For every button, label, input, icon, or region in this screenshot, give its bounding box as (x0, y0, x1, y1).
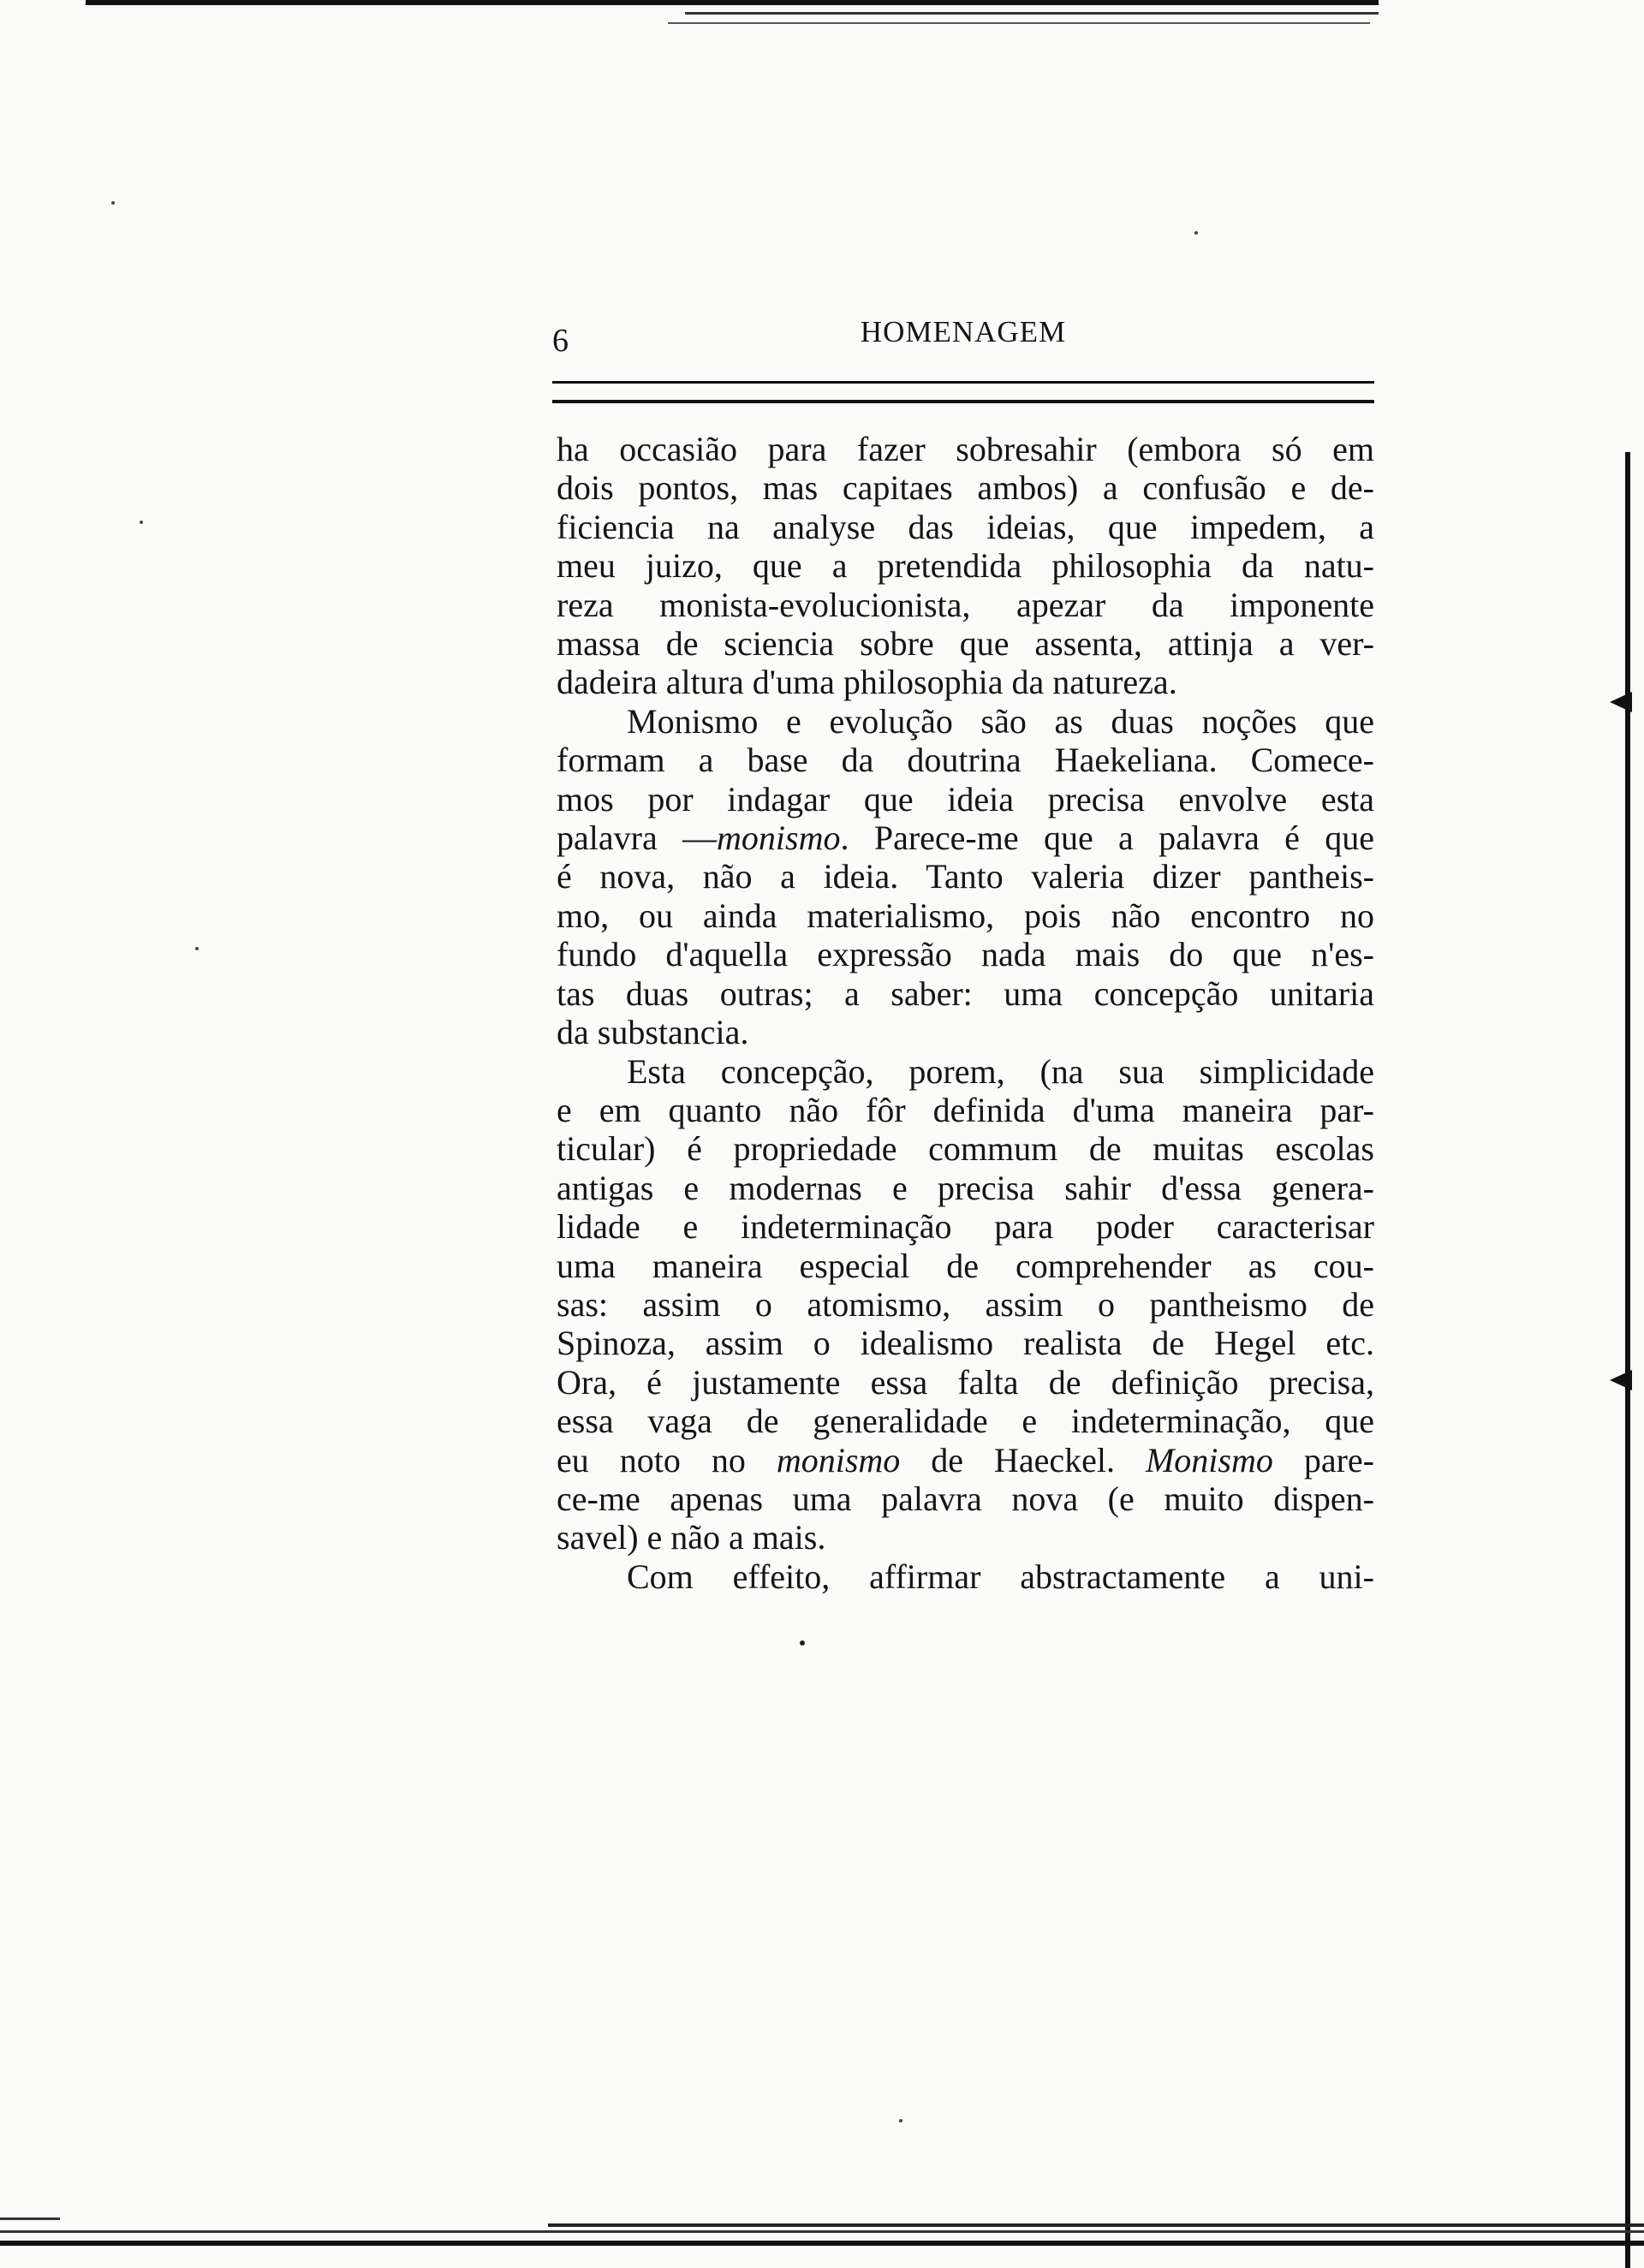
text-line: ha occasião para fazer sobresahir (embora só em (557, 430, 1374, 468)
scan-speck (111, 201, 115, 205)
text-line: tas duas outras; a saber: uma concepção unitaria (557, 973, 1374, 1013)
paragraph-start-line: Esta concepção, porem, (na sua simplicidade (627, 1051, 1374, 1091)
header-rule (552, 381, 1374, 384)
text-line: dois pontos, mas capitaes ambos) a confusão e de- (557, 468, 1374, 508)
text-line: savel) e não a mais. (557, 1518, 826, 1557)
text-line: Ora, é justamente essa falta de definição precisa, (557, 1362, 1374, 1402)
text-line: mo, ou ainda materialismo, pois não encontro no (557, 896, 1374, 935)
scan-border-right (1625, 452, 1630, 2268)
text-line-with-italic (557, 1441, 1374, 1479)
scan-rule-top (685, 12, 1379, 15)
page-number: 6 (552, 323, 569, 359)
body-text (557, 430, 1374, 1596)
italic-term: monismo (717, 819, 841, 858)
scan-speck (1194, 231, 1198, 235)
text-line: meu juizo, que a pretendida philosophia da natu- (557, 546, 1374, 586)
text-segment: palavra — (557, 819, 718, 858)
header-rule (552, 400, 1374, 403)
running-title: HOMENAGEM (860, 315, 1067, 348)
scan-speck (899, 2119, 902, 2122)
text-line: sas: assim o atomismo, assim o pantheismo de (557, 1284, 1374, 1324)
text-line: uma maneira especial de comprehender as cou- (557, 1246, 1374, 1285)
scan-speck (140, 521, 143, 524)
binding-clip-mark (1610, 692, 1632, 712)
scan-mark-bottom-left (0, 2217, 60, 2220)
text-segment: . Parece-me que a palavra é que (840, 819, 1375, 858)
binding-clip-mark (1610, 1370, 1632, 1390)
text-line: essa vaga de generalidade e indeterminação, que (557, 1402, 1374, 1441)
text-segment: eu noto no (557, 1440, 777, 1479)
scan-border-bottom (0, 2241, 1644, 2246)
scan-dot (800, 1640, 805, 1646)
text-line: mos por indagar que ideia precisa envolve esta (557, 779, 1374, 819)
text-line-with-italic (557, 819, 1374, 857)
text-line: ficiencia na analyse das ideias, que impedem, a (557, 507, 1374, 546)
text-line: Spinoza, assim o idealismo realista de Hegel etc. (557, 1324, 1374, 1363)
italic-term: monismo (776, 1440, 901, 1479)
text-segment: de Haeckel. (900, 1440, 1146, 1479)
text-line: ticular) é propriedade commum de muitas escolas (557, 1129, 1374, 1169)
text-line: reza monista-evolucionista, apezar da imponente (557, 585, 1374, 624)
scan-rule-bottom-middle (0, 2230, 1644, 2233)
scan-border-top (86, 0, 1379, 5)
text-line: da substancia. (557, 1013, 749, 1052)
text-line: formam a base da doutrina Haekeliana. Comece- (557, 741, 1374, 780)
scan-rule-bottom-upper (548, 2223, 1644, 2227)
text-line: ce-me apenas uma palavra nova (e muito dispen- (557, 1479, 1374, 1518)
scan-rule-top-faint (668, 22, 1370, 24)
italic-term: Monismo (1145, 1440, 1273, 1479)
text-line: dadeira altura d'uma philosophia da natureza. (557, 663, 1177, 702)
scan-speck (195, 947, 199, 950)
text-line: antigas e modernas e precisa sahir d'essa genera- (557, 1168, 1374, 1207)
text-line: fundo d'aquella expressão nada mais do que n'es- (557, 935, 1374, 974)
text-line: massa de sciencia sobre que assenta, attinja a ver- (557, 624, 1374, 664)
paragraph-start-line: Com effeito, affirmar abstractamente a uni- (627, 1557, 1374, 1596)
text-line: lidade e indeterminação para poder caracterisar (557, 1207, 1374, 1247)
text-line: e em quanto não fôr definida d'uma maneira par- (557, 1090, 1374, 1129)
paragraph-start-line: Monismo e evolução são as duas noções que (627, 701, 1374, 741)
text-line: é nova, não a ideia. Tanto valeria dizer pantheis- (557, 857, 1374, 896)
text-segment: pare- (1272, 1440, 1374, 1479)
running-head (552, 315, 1374, 358)
